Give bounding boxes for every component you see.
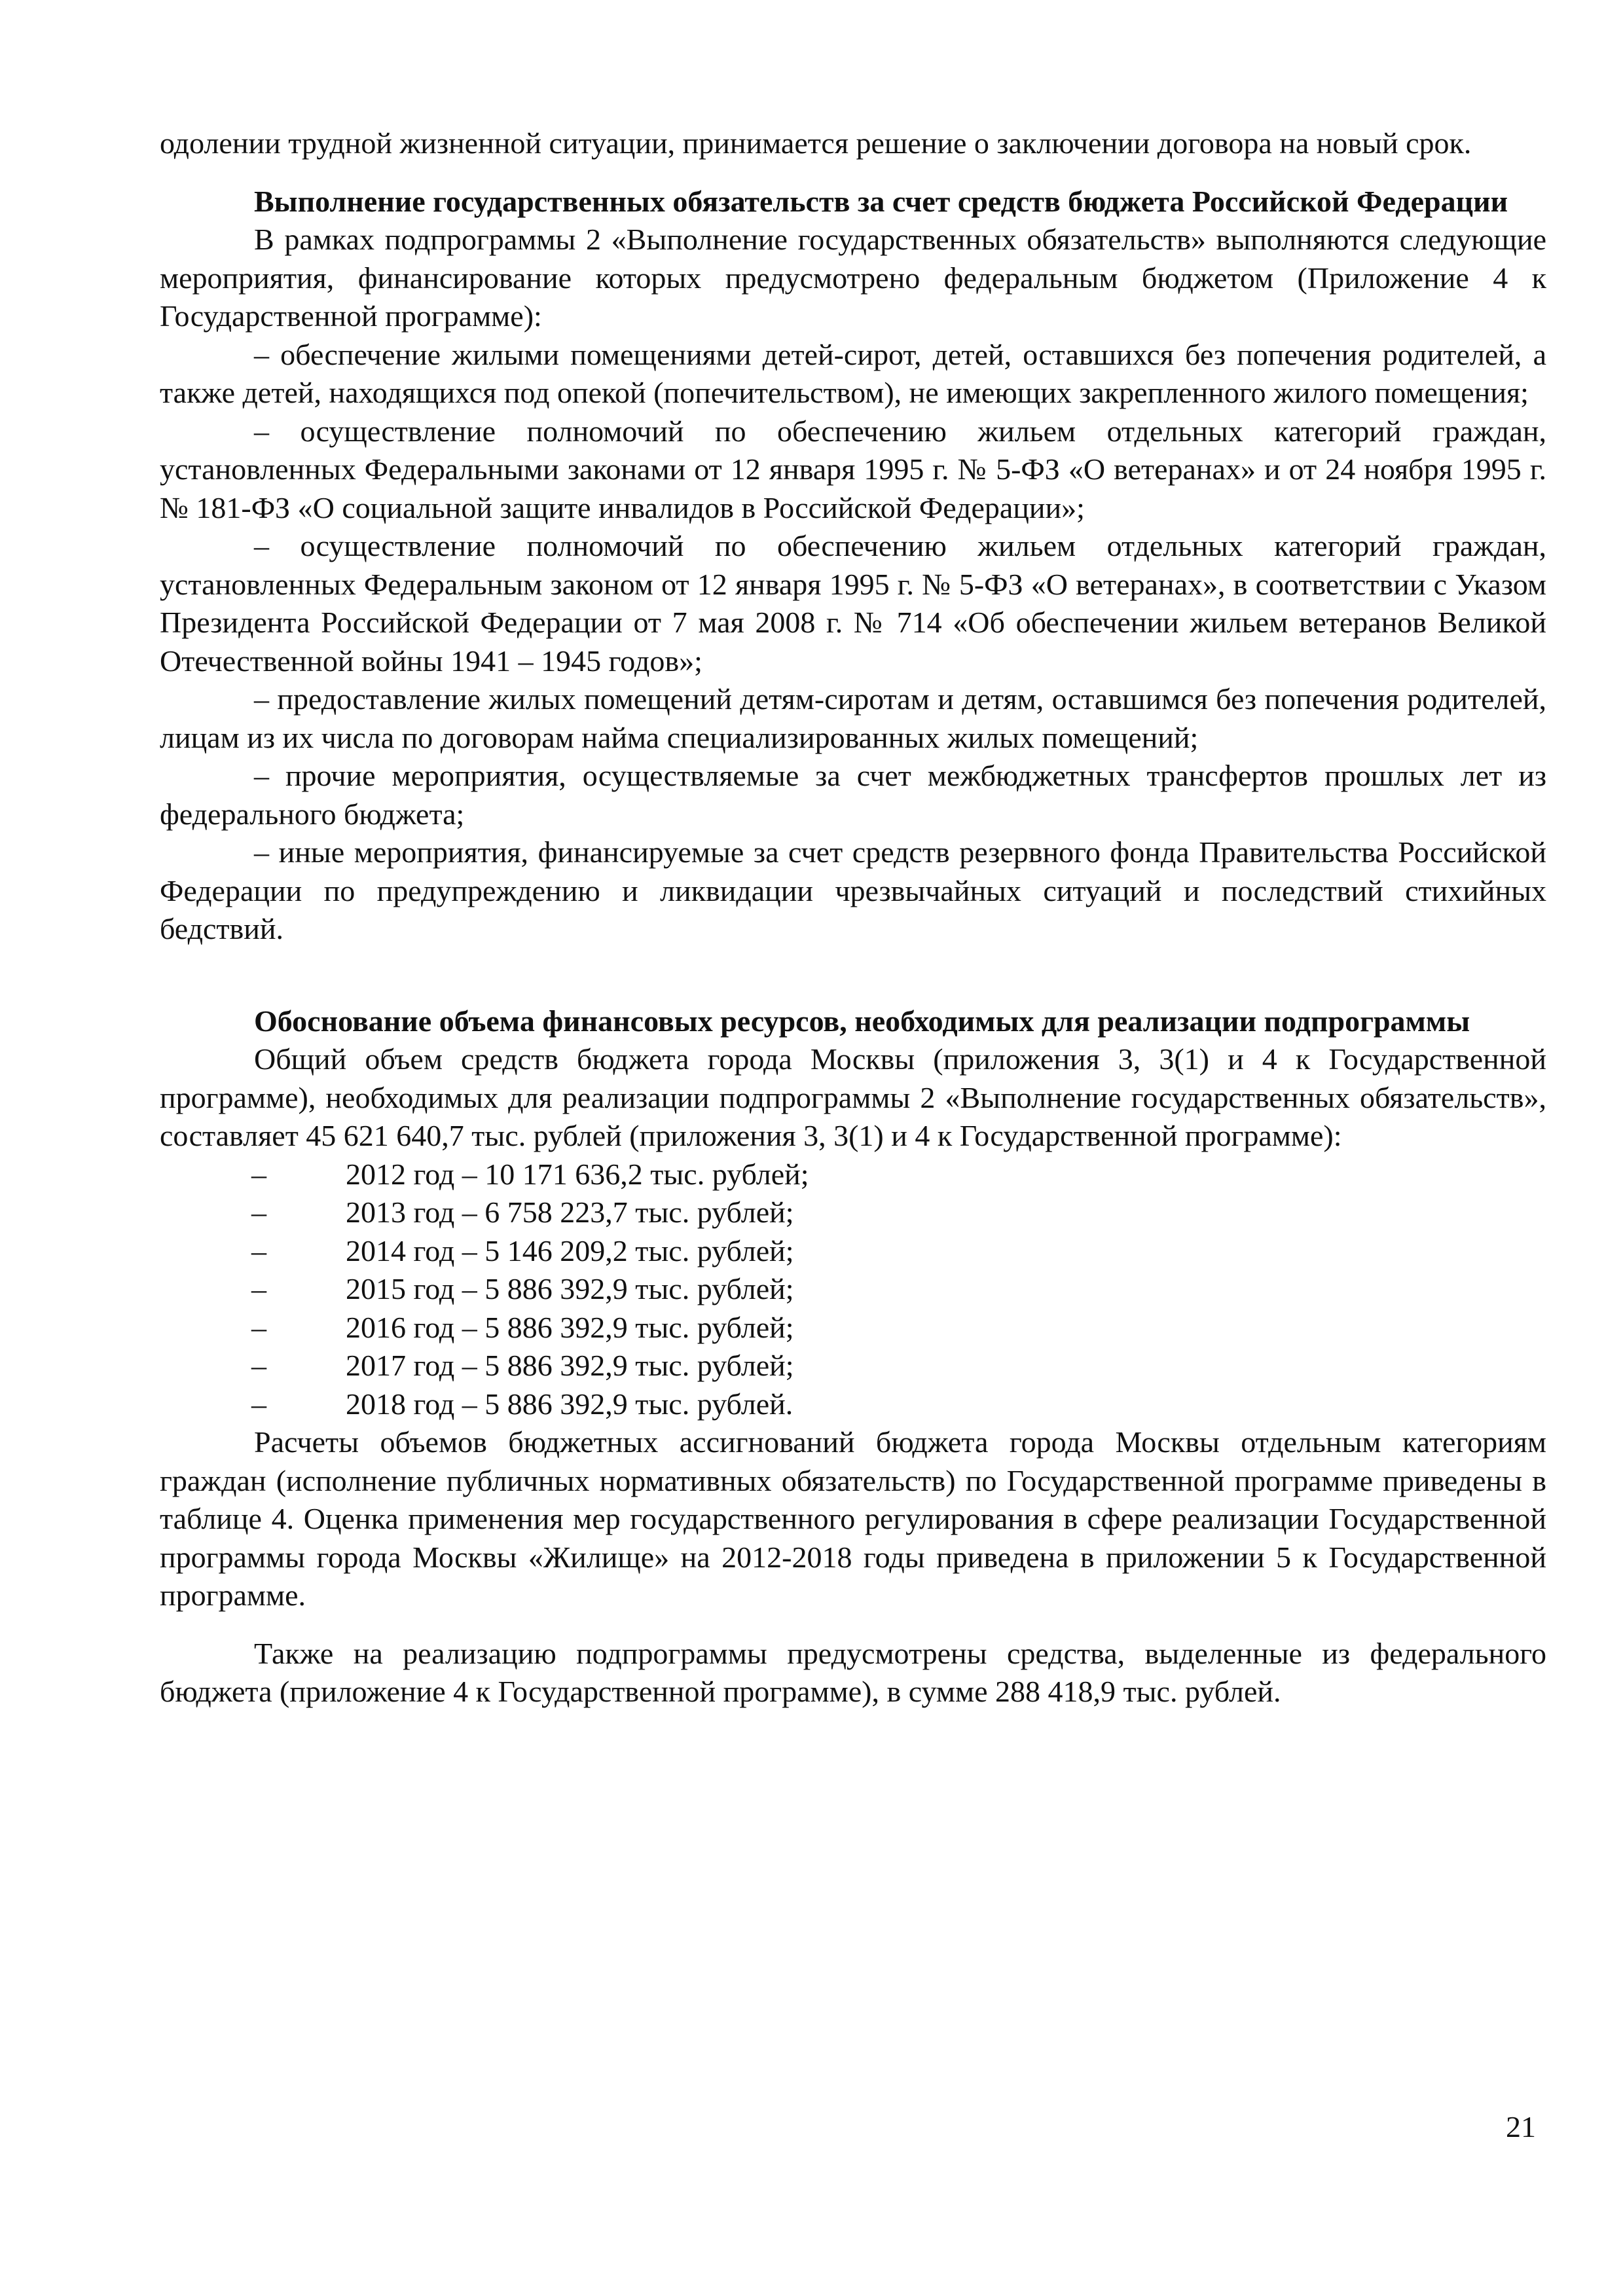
- year-amount: 2012 год – 10 171 636,2 тыс. рублей;: [346, 1157, 809, 1191]
- list-item: – иные мероприятия, финансируемые за счет средств резервного фонда Правительства Российской Федерации по предупреждению и ликвидации чрезвычайных ситуаций и последствий стихийных бедствий.: [160, 835, 1546, 945]
- dash-marker: –: [251, 1272, 266, 1305]
- list-item: – прочие мероприятия, осуществляемые за счет межбюджетных трансфертов прошлых лет из федерального бюджета;: [160, 759, 1546, 831]
- list-item: [160, 1156, 1546, 1194]
- section2-lead-paragraph: Общий объем средств бюджета города Москвы (приложения 3, 3(1) и 4 к Государственной программе), необходимых для реализации подпрограммы 2 «Выполнение государственных обязательств», составляет 45 621 640,7 тыс. рублей (приложения 3, 3(1) и 4 к Государственной программе):: [160, 1042, 1546, 1152]
- list-item: [160, 1347, 1546, 1385]
- section1-lead-paragraph: В рамках подпрограммы 2 «Выполнение государственных обязательств» выполняются следующие мероприятия, финансирование которых предусмотрено федеральным бюджетом (Приложение 4 к Государственной программе):: [160, 223, 1546, 333]
- list-item: [160, 1385, 1546, 1424]
- page-number: 21: [1506, 2110, 1536, 2143]
- calculations-paragraph: Расчеты объемов бюджетных ассигнований бюджета города Москвы отдельным категориям граждан (исполнение публичных нормативных обязательств) по Государственной программе приведены в таблице 4. Оценка применения мер государственного регулирования в сфере реализации Государственной программы города Москвы «Жилище» на 2012-2018 годы приведена в приложении 5 к Государственной программе.: [160, 1425, 1546, 1612]
- year-amount: 2018 год – 5 886 392,9 тыс. рублей.: [346, 1387, 793, 1421]
- section-heading-financial-resources: Обоснование объема финансовых ресурсов, необходимых для реализации подпрограммы: [254, 1004, 1470, 1038]
- list-item: [160, 1309, 1546, 1347]
- dash-marker: –: [251, 1195, 266, 1229]
- federal-funds-paragraph: Также на реализацию подпрограммы предусмотрены средства, выделенные из федерального бюджета (приложение 4 к Государственной программе), в сумме 288 418,9 тыс. рублей.: [160, 1636, 1546, 1708]
- dash-marker: –: [251, 1349, 266, 1382]
- year-amount: 2014 год – 5 146 209,2 тыс. рублей;: [346, 1233, 794, 1267]
- list-item: – предоставление жилых помещений детям-сиротам и детям, оставшимся без попечения родителей, лицам из их числа по договорам найма специализированных жилых помещений;: [160, 682, 1546, 754]
- year-amount: 2013 год – 6 758 223,7 тыс. рублей;: [346, 1195, 794, 1229]
- list-item: [160, 1232, 1546, 1271]
- dash-marker: –: [251, 1387, 266, 1421]
- year-amount: 2017 год – 5 886 392,9 тыс. рублей;: [346, 1349, 794, 1382]
- dash-marker: –: [251, 1157, 266, 1191]
- list-item: [160, 1270, 1546, 1309]
- intro-paragraph: одолении трудной жизненной ситуации, принимается решение о заключении договора на новый срок.: [160, 126, 1472, 160]
- section-heading-federal-obligations: Выполнение государственных обязательств за счет средств бюджета Российской Федерации: [254, 184, 1508, 218]
- list-item: – обеспечение жилыми помещениями детей-сирот, детей, оставшихся без попечения родителей, а также детей, находящихся под опекой (попечительством), не имеющих закрепленного жилого помещения;: [160, 337, 1546, 409]
- list-item: – осуществление полномочий по обеспечению жильем отдельных категорий граждан, установленных Федеральными законами от 12 января 1995 г. № 5-ФЗ «О ветеранах» и от 24 ноября 1995 г. № 181-ФЗ «О социальной защите инвалидов в Российской Федерации»;: [160, 414, 1546, 524]
- list-item: [160, 1194, 1546, 1232]
- year-amount: 2015 год – 5 886 392,9 тыс. рублей;: [346, 1272, 794, 1305]
- text-column: [160, 124, 1546, 1711]
- year-amount: 2016 год – 5 886 392,9 тыс. рублей;: [346, 1310, 794, 1344]
- dash-marker: –: [251, 1233, 266, 1267]
- list-item: – осуществление полномочий по обеспечению жильем отдельных категорий граждан, установленных Федеральным законом от 12 января 1995 г. № 5-ФЗ «О ветеранах», в соответствии с Указом Президента Российской Федерации от 7 мая 2008 г. № 714 «Об обеспечении жильем ветеранов Великой Отечественной войны 1941 – 1945 годов»;: [160, 529, 1546, 678]
- yearly-funding-list: [160, 1156, 1546, 1424]
- dash-marker: –: [251, 1310, 266, 1344]
